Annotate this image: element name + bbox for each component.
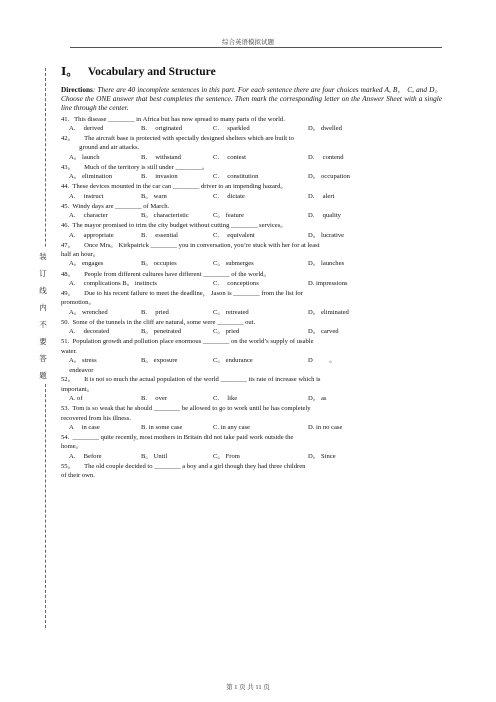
question-text: 42。 The aircraft base is protected with specially designed shelters which are built to (61, 135, 294, 143)
answer-option: B。 characteristic (141, 212, 189, 220)
option-row (61, 153, 442, 163)
question-item (61, 462, 442, 481)
option-row (61, 423, 442, 433)
answer-option: D. quality (308, 212, 341, 220)
section-heading (61, 64, 442, 80)
answer-option: D。 launches (308, 260, 345, 268)
answer-option: D。 Since (308, 452, 336, 460)
answer-option: D。 carved (308, 328, 339, 336)
exam-content (61, 64, 442, 480)
question-text: important。 (61, 385, 94, 393)
answer-option: B。 Until (141, 452, 168, 460)
directions-label: Directions (61, 85, 93, 94)
question-text: half an hour。 (61, 251, 100, 259)
question-item (61, 433, 442, 462)
answer-option: A. instruct (69, 192, 104, 200)
question-text: 54. ________ quite recently, most mothers in Britain did not take paid work outside the (61, 433, 294, 441)
answer-option: B. pried (141, 308, 169, 316)
option-row (61, 124, 442, 134)
question-item (61, 318, 442, 337)
answer-option: B。 warn (141, 192, 167, 200)
page-header-title: 综合英语模拟试题 (222, 39, 274, 46)
answer-option: D。 lucrative (308, 231, 345, 239)
answer-option: A. derived (69, 124, 104, 132)
answer-option: C。 submerges (213, 260, 254, 268)
question-text: recovered from his illness. (61, 414, 131, 422)
question-text: 47。 Once Mrs。 Kirkpatrick ________ you in conversation, you’re stuck with her for at least (61, 241, 320, 249)
question-text: 44. These devices mounted in the car can ________ driver to an impending hazard。 (61, 183, 288, 191)
answer-option: D。 dwelled (308, 124, 342, 132)
question-text: of their own. (61, 472, 95, 480)
answer-option: B. over (141, 395, 168, 403)
question-item (61, 337, 442, 366)
question-text: 48。 People from different cultures have different ________ of the world。 (61, 270, 271, 278)
answer-option: B. invasion (141, 173, 178, 181)
question-text: 51. Population growth and pollution place enormous ________ on the world’s supply of usable (61, 338, 314, 346)
answer-option: D. contend (308, 153, 344, 161)
binding-note (37, 248, 49, 384)
question-item (61, 241, 442, 270)
option-row (61, 259, 442, 269)
question-item (61, 404, 442, 433)
answer-option: D。 eliminated (308, 308, 349, 316)
section-title: Vocabulary and Structure (87, 66, 216, 78)
question-text: home。 (61, 443, 83, 451)
question-item (61, 289, 442, 318)
answer-option: A。 wrenched (69, 308, 108, 316)
binding-char: 装 (37, 248, 49, 265)
question-item (61, 163, 442, 182)
answer-option: B. originated (141, 124, 183, 132)
answer-option: A. of (69, 395, 83, 403)
answer-option: C。 retreated (213, 308, 249, 316)
answer-option: C. sparkled (213, 124, 250, 132)
page-footer: 第 1 页 共 11 页 (226, 684, 270, 691)
answer-option: A in case (69, 423, 100, 431)
binding-char: 订 (37, 265, 49, 282)
option-row (61, 356, 442, 366)
binding-char: 题 (37, 367, 49, 384)
option-row (61, 327, 442, 337)
answer-option: B。 occupies (141, 260, 177, 268)
question-item (61, 115, 442, 134)
answer-option: C. like (213, 395, 238, 403)
answer-option: A。 stress (69, 356, 97, 364)
directions (61, 85, 442, 113)
answer-option: B. essential (141, 231, 178, 239)
answer-option: D. impressions (308, 279, 348, 287)
question-text: 43。 Much of the territory is still under ________。 (61, 163, 209, 171)
answer-option: A. character (69, 212, 108, 220)
binding-char: 要 (37, 333, 49, 350)
question-item (61, 182, 442, 201)
answer-option: B. in some case (141, 423, 183, 431)
answer-option: C。 feature (213, 212, 244, 220)
question-text: 46. The mayor promised to trim the city budget without cutting ________ services。 (61, 222, 287, 230)
option-row (61, 308, 442, 318)
directions-text: : There are 40 incomplete sentences in this part. For each sentence there are four choices marked A, B， C, and D。 Choose the ONE answer that best completes the sentence. Then mark the corresponding letter on the Answer Sheet with a single line through the center. (61, 85, 442, 113)
question-text: 53. Tom is so weak that he should ________ be allowed to go to work until he has completely (61, 405, 311, 413)
answer-option: B. withstand (141, 153, 181, 161)
question-text: ground and air attacks. (61, 144, 140, 152)
question-text: 45. Windy days are ________ of March. (61, 202, 170, 210)
question-text: 49。 Due to his recent failure to meet the deadline， Jason is ________ from the list for (61, 290, 303, 298)
option-row (61, 452, 442, 462)
answer-option: A。 elimination (69, 173, 113, 181)
question-text: endeavor (61, 367, 94, 375)
question-item (61, 221, 442, 240)
question-item (61, 134, 442, 163)
answer-option: A. Before (69, 452, 102, 460)
option-row (61, 211, 442, 221)
header-rule (70, 47, 442, 48)
section-number: Ⅰ。 (61, 66, 78, 78)
answer-option: C. equivalent (213, 231, 255, 239)
option-row (61, 192, 442, 202)
option-row (61, 279, 442, 289)
answer-option: B。 exposure (141, 356, 178, 364)
answer-option: C。 From (213, 452, 240, 460)
answer-option: D. in no case (308, 423, 343, 431)
question-item (61, 270, 442, 289)
binding-char: 内 (37, 299, 49, 316)
answer-option: C. contest (213, 153, 246, 161)
answer-option: D 。 (308, 356, 336, 364)
binding-char: 不 (37, 316, 49, 333)
answer-option: A。 engages (69, 260, 104, 268)
question-text: 50. Some of the tunnels in the cliff are natural, some were ________ out. (61, 318, 256, 326)
answer-option: C. constitution (213, 173, 259, 181)
answer-option: C. conceptions (213, 279, 259, 287)
question-text: 41. This disease ________ in Africa but has now spread to many parts of the world. (61, 115, 285, 123)
option-row (61, 231, 442, 241)
question-item (61, 202, 442, 221)
question-item (61, 366, 442, 375)
answer-option: A. decorated (69, 328, 110, 336)
binding-char: 线 (37, 282, 49, 299)
answer-option: D. alert (308, 192, 335, 200)
question-text: 55。 The old couple decided to ________ a boy and a girl though they had three children (61, 462, 306, 470)
answer-option: C。 pried (213, 328, 240, 336)
answer-option: C。 endurance (213, 356, 253, 364)
answer-option: A. complications B。 instincts (69, 279, 157, 287)
binding-char: 答 (37, 350, 49, 367)
question-text: water. (61, 347, 77, 355)
answer-option: A。 launch (69, 153, 100, 161)
question-list (61, 115, 442, 481)
answer-option: D。 occupation (308, 173, 350, 181)
answer-option: A. appropriate (69, 231, 114, 239)
answer-option: C. in any case (213, 423, 250, 431)
answer-option: C. dictate (213, 192, 245, 200)
question-text: promotion。 (61, 299, 96, 307)
option-row (61, 394, 442, 404)
question-text: 52。 It is not so much the actual population of the world ________ its rate of increase which is (61, 376, 321, 384)
answer-option: B。 penetrated (141, 328, 182, 336)
option-row (61, 172, 442, 182)
answer-option: D。 as (308, 395, 327, 403)
question-item (61, 375, 442, 404)
